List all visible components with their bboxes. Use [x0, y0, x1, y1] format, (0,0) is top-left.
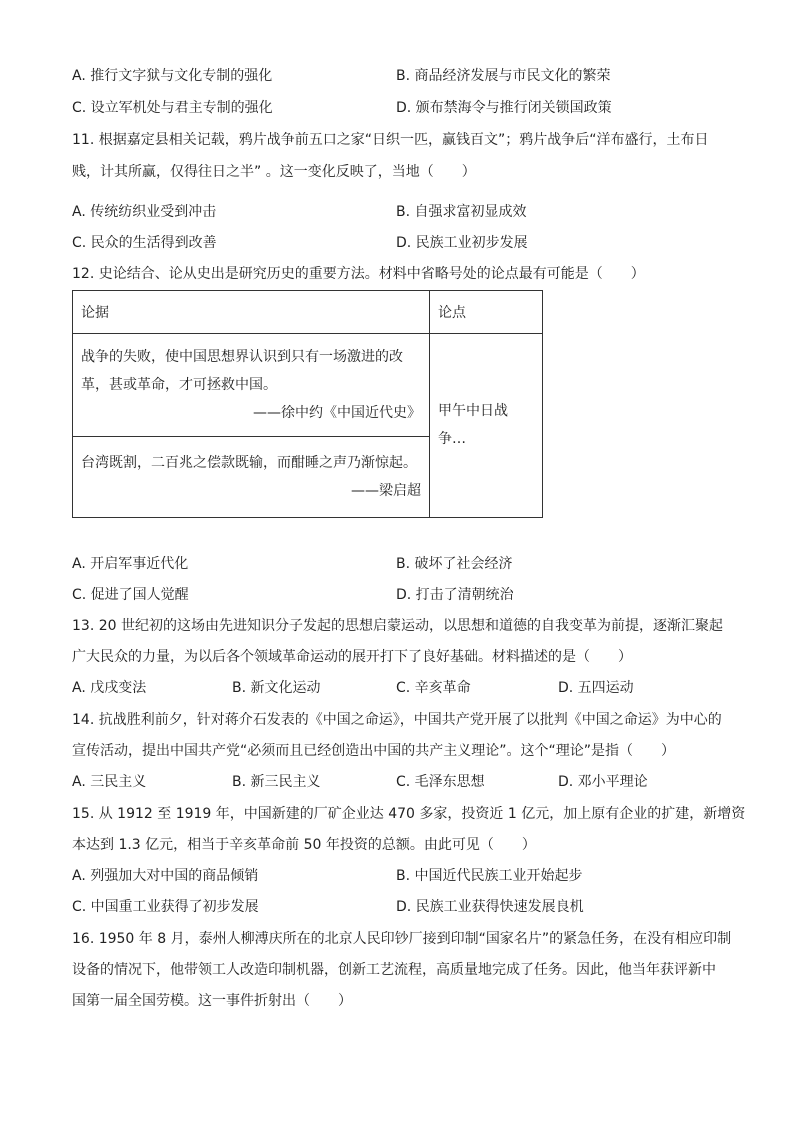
- q13-option-d: D. 五四运动: [558, 680, 634, 696]
- q13-option-b: B. 新文化运动: [232, 680, 321, 696]
- q11-option-a: A. 传统纺织业受到冲击: [72, 204, 217, 220]
- q10-options-row-1: [72, 64, 724, 88]
- q10-options-row-2: [72, 96, 724, 120]
- q11-options-row-2: [72, 231, 724, 255]
- q14-options-row: [72, 770, 724, 794]
- q15-option-c: C. 中国重工业获得了初步发展: [72, 899, 259, 915]
- q12-option-d: D. 打击了清朝统治: [396, 587, 514, 603]
- q15-option-a: A. 列强加大对中国的商品倾销: [72, 868, 259, 884]
- q12-option-a: A. 开启军事近代化: [72, 556, 189, 572]
- q15-options-row-1: [72, 864, 724, 888]
- evidence-2-source: ——梁启超: [351, 482, 421, 499]
- q13-stem-line-1: 13. 20 世纪初的这场由先进知识分子发起的思想启蒙运动，以思想和道德的自我变革为前提，逐渐汇聚起: [72, 618, 723, 634]
- q16-stem-line-2: 设备的情况下，他带领工人改造印制机器，创新工艺流程，高质量地完成了任务。因此，他当年获评新中: [72, 962, 716, 978]
- evidence-2-line: 台湾既割，二百兆之偿款既输，而酣睡之声乃渐惊起。: [81, 454, 417, 471]
- q14-option-d: D. 邓小平理论: [558, 774, 648, 790]
- q12-options-row-1: [72, 552, 724, 576]
- q13-option-a: A. 戊戌变法: [72, 680, 147, 696]
- table-evidence-1: [73, 333, 430, 436]
- q14-stem-line-2: 宣传活动，提出中国共产党“必须而且已经创造出中国的共产主义理论”。这个“理论”是指（ ）: [72, 743, 676, 759]
- q11-stem-line-1: 11. 根据嘉定县相关记载，鸦片战争前五口之家“日织一匹，赢钱百文”；鸦片战争后“洋布盛行，土布日: [72, 132, 709, 148]
- q15-stem-line-1: 15. 从 1912 至 1919 年，中国新建的厂矿企业达 470 多家，投资近 1 亿元，加上原有企业的扩建，新增资: [72, 806, 746, 822]
- q16-stem-line-1: 16. 1950 年 8 月，泰州人柳溥庆所在的北京人民印钞厂接到印制“国家名片”的紧急任务，在没有相应印制: [72, 931, 732, 947]
- q13-options-row: [72, 676, 724, 700]
- q12-option-b: B. 破坏了社会经济: [396, 556, 513, 572]
- q15-option-b: B. 中国近代民族工业开始起步: [396, 868, 583, 884]
- table-point-cell: [430, 333, 543, 517]
- q15-option-d: D. 民族工业获得快速发展良机: [396, 899, 584, 915]
- q10-option-c: C. 设立军机处与君主专制的强化: [72, 100, 273, 116]
- q14-stem-line-1: 14. 抗战胜利前夕，针对蒋介石发表的《中国之命运》，中国共产党开展了以批判《中国之命运》为中心的: [72, 712, 722, 728]
- q11-options-row-1: [72, 200, 724, 224]
- table-header-evidence: 论据: [73, 291, 430, 334]
- q11-option-d: D. 民族工业初步发展: [396, 235, 528, 251]
- q16-stem-line-3: 国第一届全国劳模。这一事件折射出（ ）: [72, 993, 352, 1009]
- q15-stem-line-2: 本达到 1.3 亿元，相当于辛亥革命前 50 年投资的总额。由此可见（ ）: [72, 837, 536, 853]
- point-line-1: 甲午中日战: [438, 403, 508, 420]
- q15-options-row-2: [72, 895, 724, 919]
- q10-option-d: D. 颁布禁海令与推行闭关锁国政策: [396, 100, 612, 116]
- q12-stem: 12. 史论结合、论从史出是研究历史的重要方法。材料中省略号处的论点最有可能是（ ）: [72, 266, 645, 282]
- q10-option-b: B. 商品经济发展与市民文化的繁荣: [396, 68, 611, 84]
- q13-option-c: C. 辛亥革命: [396, 680, 471, 696]
- q14-option-b: B. 新三民主义: [232, 774, 321, 790]
- q11-option-c: C. 民众的生活得到改善: [72, 235, 217, 251]
- evidence-1-line-1: 战争的失败，使中国思想界认识到只有一场激进的改: [81, 348, 403, 365]
- q14-option-a: A. 三民主义: [72, 774, 147, 790]
- evidence-1-source: ——徐中约《中国近代史》: [253, 404, 421, 421]
- q13-stem-line-2: 广大民众的力量，为以后各个领域革命运动的展开打下了良好基础。材料描述的是（ ）: [72, 649, 632, 665]
- q12-evidence-table: [72, 290, 543, 518]
- q10-option-a: A. 推行文字狱与文化专制的强化: [72, 68, 273, 84]
- q14-option-c: C. 毛泽东思想: [396, 774, 485, 790]
- q12-option-c: C. 促进了国人觉醒: [72, 587, 189, 603]
- table-header-point: 论点: [430, 291, 543, 334]
- evidence-1-line-2: 革，甚或革命，才可拯救中国。: [81, 376, 277, 393]
- point-line-2: 争…: [438, 431, 466, 448]
- table-evidence-2: [73, 436, 430, 517]
- q11-option-b: B. 自强求富初显成效: [396, 204, 527, 220]
- q11-stem-line-2: 贱，计其所赢，仅得往日之半” 。这一变化反映了，当地（ ）: [72, 164, 476, 180]
- q12-options-row-2: [72, 583, 724, 607]
